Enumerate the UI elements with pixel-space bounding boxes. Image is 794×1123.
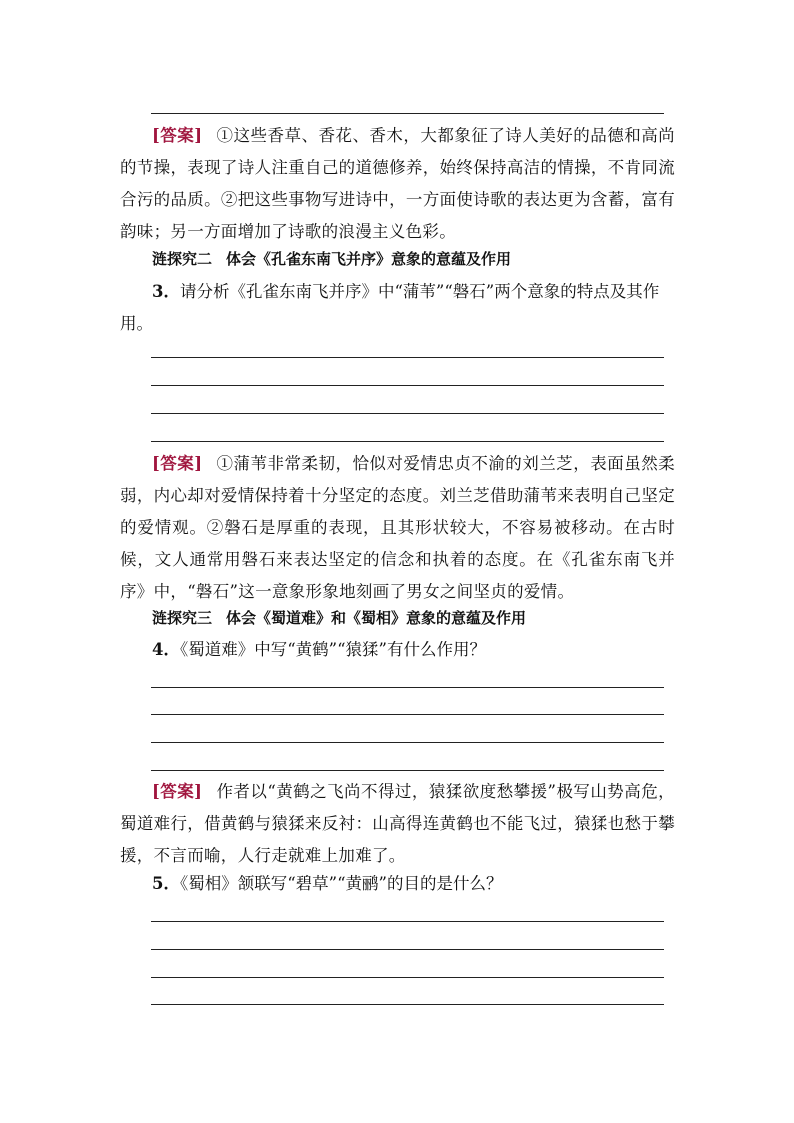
answer-line — [151, 113, 664, 114]
answer-tag: [答案] — [152, 126, 203, 145]
section-3-label: 涟探究三 — [152, 609, 213, 627]
answer-line — [151, 921, 664, 922]
answer-line — [151, 413, 664, 414]
section-3-heading — [152, 606, 526, 630]
question-3-number: 3． — [152, 282, 180, 301]
answer-line — [151, 441, 664, 442]
answer-line — [151, 687, 664, 688]
answer-4 — [120, 776, 675, 872]
section-3-title: 体会《蜀道难》和《蜀相》意象的意蕴及作用 — [226, 609, 527, 627]
section-2-title: 体会《孔雀东南飞并序》意象的意蕴及作用 — [226, 250, 512, 268]
answer-4-text: 作者以“黄鹤之飞尚不得过，猿猱欲度愁攀援”极写山势高危，蜀道难行，借黄鹤与猿猱来反衬：山高得连黄鹤也不能飞过，猿猱也愁于攀援，不言而喻，人行走就难上加难了。 — [120, 782, 675, 865]
answer-1-text: ①这些香草、香花、香木，大都象征了诗人美好的品德和高尚的节操，表现了诗人注重自己的道德修养，始终保持高洁的情操，不肯同流合污的品质。②把这些事物写进诗中，一方面使诗歌的表达更为含蓄，富有韵味；另一方面增加了诗歌的浪漫主义色彩。 — [120, 126, 675, 241]
answer-line — [151, 357, 664, 358]
question-4-number: 4． — [152, 640, 180, 659]
answer-line — [151, 770, 664, 771]
answer-tag: [答案] — [152, 782, 203, 801]
answer-line — [151, 977, 664, 978]
answer-line — [151, 714, 664, 715]
answer-line — [151, 1004, 664, 1005]
question-4 — [120, 634, 675, 666]
answer-line — [151, 949, 664, 950]
answer-3-text: ①蒲苇非常柔韧，恰似对爱情忠贞不渝的刘兰芝，表面虽然柔弱，内心却对爱情保持着十分坚定的态度。刘兰芝借助蒲苇来表明自己坚定的爱情观。②磐石是厚重的表现，且其形状较大，不容易被移动。在古时候，文人通常用磐石来表达坚定的信念和执着的态度。在《孔雀东南飞并序》中，“磐石”这一意象形象地刻画了男女之间坚贞的爱情。 — [120, 454, 675, 601]
question-5-text: 《蜀相》颔联写“碧草”“黄鹂”的目的是什么？ — [179, 874, 503, 893]
answer-line — [151, 385, 664, 386]
question-3-text: 请分析《孔雀东南飞并序》中“蒲苇”“磐石”两个意象的特点及其作用。 — [120, 282, 660, 333]
answer-tag: [答案] — [152, 454, 203, 473]
section-2-label: 涟探究二 — [152, 250, 213, 268]
question-5 — [120, 868, 675, 900]
question-3 — [120, 276, 675, 340]
answer-line — [151, 742, 664, 743]
answer-1 — [120, 120, 675, 248]
answer-3 — [120, 448, 675, 608]
question-4-text: 《蜀道难》中写“黄鹤”“猿猱”有什么作用？ — [179, 640, 486, 659]
question-5-number: 5． — [152, 874, 180, 893]
section-2-heading — [152, 247, 511, 271]
